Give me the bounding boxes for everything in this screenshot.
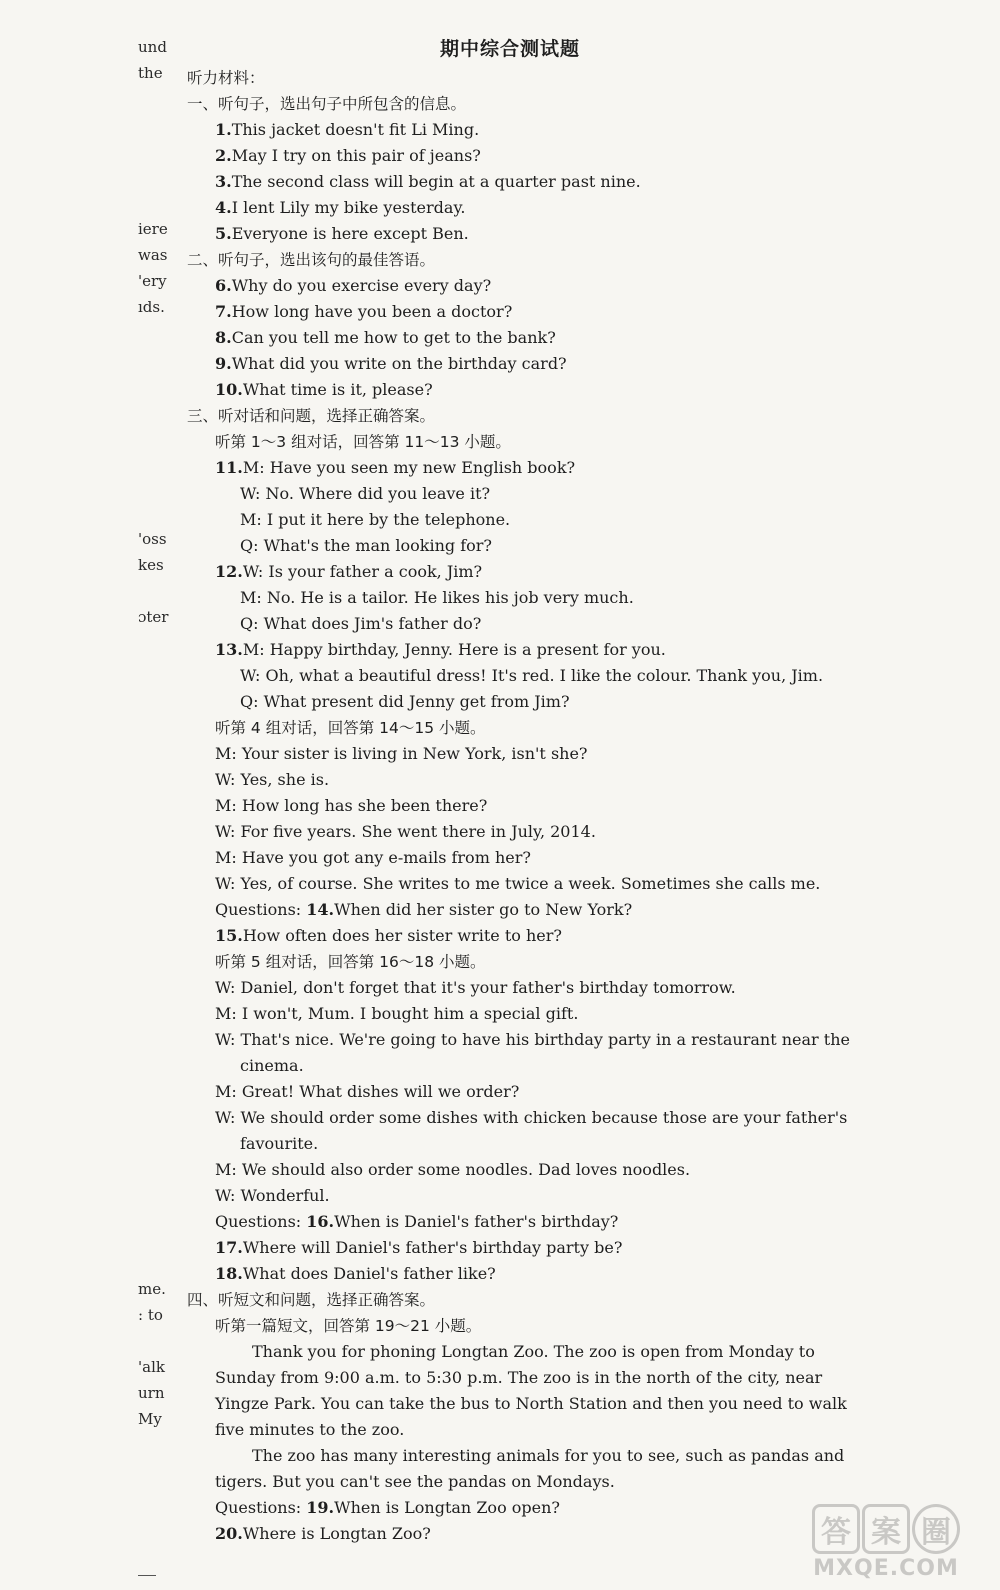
transcript-line — [240, 1055, 304, 1077]
item-number: 8. — [215, 328, 232, 347]
transcript-line — [215, 821, 596, 843]
margin-fragment: 'oss — [138, 530, 167, 548]
transcript-line — [215, 1393, 847, 1415]
item-number: 16. — [306, 1212, 335, 1231]
transcript-line — [215, 743, 588, 765]
line-text: M: I put it here by the telephone. — [240, 510, 511, 529]
line-text: The zoo has many interesting animals for you to see, such as pandas and — [252, 1446, 845, 1465]
margin-fragment: 'alk — [138, 1358, 165, 1376]
watermark-text: MXQE.COM — [813, 1555, 959, 1581]
transcript-line — [215, 353, 567, 375]
line-text: This jacket doesn't fit Li Ming. — [231, 120, 480, 139]
line-text: Yingze Park. You can take the bus to North Station and then you need to walk — [215, 1394, 847, 1413]
line-text: W: Is your father a cook, Jim? — [242, 562, 483, 581]
questions-label: Questions: — [215, 900, 307, 919]
line-text: W: That's nice. We're going to have his birthday party in a restaurant near the — [215, 1030, 850, 1049]
item-number: 15. — [215, 926, 243, 945]
line-text: M: Have you got any e-mails from her? — [215, 848, 531, 867]
transcript-line — [215, 379, 433, 401]
line-text: Where is Longtan Zoo? — [242, 1524, 431, 1543]
line-text: I lent Lily my bike yesterday. — [231, 198, 466, 217]
line-text: Q: What's the man looking for? — [240, 536, 493, 555]
transcript-line — [215, 119, 479, 141]
item-number: 18. — [215, 1264, 243, 1283]
line-text: What did you write on the birthday card? — [231, 354, 567, 373]
line-text: Q: What present did Jenny get from Jim? — [240, 692, 570, 711]
item-number: 12. — [215, 562, 243, 581]
line-text: favourite. — [240, 1134, 319, 1153]
transcript-line — [215, 1367, 822, 1389]
transcript-line — [215, 197, 465, 219]
transcript-line — [240, 535, 492, 557]
item-number: 10. — [215, 380, 243, 399]
item-number: 3. — [215, 172, 232, 191]
line-text: W: For five years. She went there in July, 2014. — [215, 822, 596, 841]
transcript-line — [215, 1081, 519, 1103]
transcript-line — [215, 145, 481, 167]
line-text: five minutes to the zoo. — [215, 1420, 405, 1439]
transcript-line — [187, 1289, 435, 1311]
line-text: M: No. He is a tailor. He likes his job very much. — [240, 588, 634, 607]
transcript-line — [240, 483, 490, 505]
transcript-line — [215, 717, 486, 739]
item-number: 17. — [215, 1238, 243, 1257]
margin-fragment: me. — [138, 1280, 166, 1298]
questions-label: Questions: — [215, 1498, 307, 1517]
margin-fragment: : to — [138, 1306, 163, 1324]
line-text: M: How long has she been there? — [215, 796, 488, 815]
line-text: W: Daniel, don't forget that it's your father's birthday tomorrow. — [215, 978, 736, 997]
transcript-line — [215, 1497, 560, 1519]
line-text: 听第 5 组对话，回答第 16～18 小题。 — [215, 953, 486, 971]
transcript-line — [215, 1003, 578, 1025]
line-text: M: We should also order some noodles. Dad loves noodles. — [215, 1160, 691, 1179]
line-text: The second class will begin at a quarter past nine. — [231, 172, 641, 191]
line-text: M: Your sister is living in New York, isn't she? — [215, 744, 588, 763]
transcript-line — [215, 275, 491, 297]
margin-fragment: My — [138, 1410, 162, 1428]
watermark-char: 案 — [862, 1504, 910, 1554]
item-number: 13. — [215, 640, 243, 659]
line-text: 三、听对话和问题，选择正确答案。 — [187, 407, 436, 425]
line-text: W: Yes, she is. — [215, 770, 330, 789]
transcript-line — [240, 587, 634, 609]
line-text: How often does her sister write to her? — [242, 926, 562, 945]
transcript-line — [215, 847, 531, 869]
transcript-line — [215, 1107, 847, 1129]
transcript-line — [215, 457, 575, 479]
transcript-line — [215, 1419, 404, 1441]
transcript-line — [215, 1523, 431, 1545]
item-number: 14. — [306, 900, 335, 919]
item-number: 5. — [215, 224, 232, 243]
line-text: When is Longtan Zoo open? — [334, 1498, 561, 1517]
transcript-line — [215, 769, 329, 791]
transcript-line — [240, 1133, 318, 1155]
line-text: When is Daniel's father's birthday? — [334, 1212, 619, 1231]
transcript-line — [240, 613, 481, 635]
margin-fragment: 'ery — [138, 272, 167, 290]
transcript-line — [187, 405, 435, 427]
line-text: 四、听短文和问题，选择正确答案。 — [187, 1291, 436, 1309]
line-text: What time is it, please? — [242, 380, 433, 399]
transcript-line — [215, 223, 469, 245]
item-number: 4. — [215, 198, 232, 217]
line-text: Q: What does Jim's father do? — [240, 614, 482, 633]
line-text: Why do you exercise every day? — [231, 276, 492, 295]
transcript-line — [215, 561, 482, 583]
transcript-line — [187, 249, 435, 271]
transcript-line — [240, 691, 570, 713]
watermark-badge — [812, 1504, 960, 1554]
page-title: 期中综合测试题 — [439, 38, 580, 60]
transcript-line — [215, 1315, 481, 1337]
transcript-line — [215, 1211, 618, 1233]
line-text: 二、听句子，选出该句的最佳答语。 — [187, 251, 436, 269]
line-text: 一、听句子，选出句子中所包含的信息。 — [187, 95, 467, 113]
margin-fragment: kes — [138, 556, 164, 574]
line-text: Sunday from 9:00 a.m. to 5:30 p.m. The zoo is in the north of the city, near — [215, 1368, 823, 1387]
transcript-line — [215, 1237, 622, 1259]
transcript-line — [215, 795, 487, 817]
transcript-line — [252, 1341, 815, 1363]
line-text: M: Have you seen my new English book? — [242, 458, 576, 477]
transcript-line — [215, 327, 556, 349]
item-number: 1. — [215, 120, 232, 139]
line-text: 听第 1～3 组对话，回答第 11～13 小题。 — [215, 433, 511, 451]
watermark-char: 圈 — [912, 1504, 960, 1554]
transcript-line — [215, 1159, 690, 1181]
margin-fragment: iere — [138, 220, 168, 238]
line-text: How long have you been a doctor? — [231, 302, 513, 321]
transcript-line — [187, 93, 466, 115]
transcript-line — [215, 1029, 850, 1051]
line-text: Can you tell me how to get to the bank? — [231, 328, 556, 347]
line-text: Thank you for phoning Longtan Zoo. The zoo is open from Monday to — [252, 1342, 815, 1361]
footer-rule — [138, 1575, 156, 1576]
watermark-logo — [786, 1502, 986, 1582]
line-text: W: We should order some dishes with chicken because those are your father's — [215, 1108, 848, 1127]
line-text: W: Yes, of course. She writes to me twice a week. Sometimes she calls me. — [215, 874, 821, 893]
transcript-line — [252, 1445, 844, 1467]
margin-fragment: urn — [138, 1384, 165, 1402]
margin-fragment: the — [138, 64, 163, 82]
line-text: W: Wonderful. — [215, 1186, 330, 1205]
transcript-line — [187, 67, 265, 89]
transcript-line — [240, 509, 510, 531]
transcript-line — [215, 1471, 615, 1493]
transcript-line — [215, 873, 820, 895]
transcript-line — [215, 925, 562, 947]
line-text: cinema. — [240, 1056, 304, 1075]
watermark-char: 答 — [812, 1504, 860, 1554]
line-text: Everyone is here except Ben. — [231, 224, 469, 243]
line-text: Where will Daniel's father's birthday party be? — [242, 1238, 623, 1257]
margin-fragment: und — [138, 38, 167, 56]
line-text: When did her sister go to New York? — [334, 900, 633, 919]
line-text: 听第 4 组对话，回答第 14～15 小题。 — [215, 719, 486, 737]
line-text: M: Happy birthday, Jenny. Here is a present for you. — [242, 640, 666, 659]
line-text: W: Oh, what a beautiful dress! It's red. I like the colour. Thank you, Jim. — [240, 666, 824, 685]
line-text: M: I won't, Mum. I bought him a special gift. — [215, 1004, 579, 1023]
line-text: W: No. Where did you leave it? — [240, 484, 491, 503]
line-text: 听第一篇短文，回答第 19～21 小题。 — [215, 1317, 482, 1335]
line-text: 听力材料： — [187, 69, 265, 87]
questions-label: Questions: — [215, 1212, 307, 1231]
item-number: 20. — [215, 1524, 243, 1543]
item-number: 9. — [215, 354, 232, 373]
transcript-line — [215, 1185, 330, 1207]
transcript-line — [215, 431, 511, 453]
transcript-line — [240, 665, 823, 687]
transcript-line — [215, 951, 486, 973]
transcript-line — [215, 899, 632, 921]
margin-fragment: was — [138, 246, 168, 264]
margin-fragment: ɔter — [138, 608, 169, 626]
line-text: M: Great! What dishes will we order? — [215, 1082, 520, 1101]
transcript-line — [215, 977, 736, 999]
item-number: 7. — [215, 302, 232, 321]
line-text: What does Daniel's father like? — [242, 1264, 496, 1283]
transcript-line — [215, 171, 641, 193]
item-number: 2. — [215, 146, 232, 165]
margin-fragment: ıds. — [138, 298, 165, 316]
line-text: May I try on this pair of jeans? — [231, 146, 481, 165]
item-number: 6. — [215, 276, 232, 295]
line-text: tigers. But you can't see the pandas on Mondays. — [215, 1472, 615, 1491]
transcript-line — [215, 639, 666, 661]
item-number: 11. — [215, 458, 243, 477]
transcript-line — [215, 301, 512, 323]
item-number: 19. — [306, 1498, 335, 1517]
transcript-line — [215, 1263, 496, 1285]
